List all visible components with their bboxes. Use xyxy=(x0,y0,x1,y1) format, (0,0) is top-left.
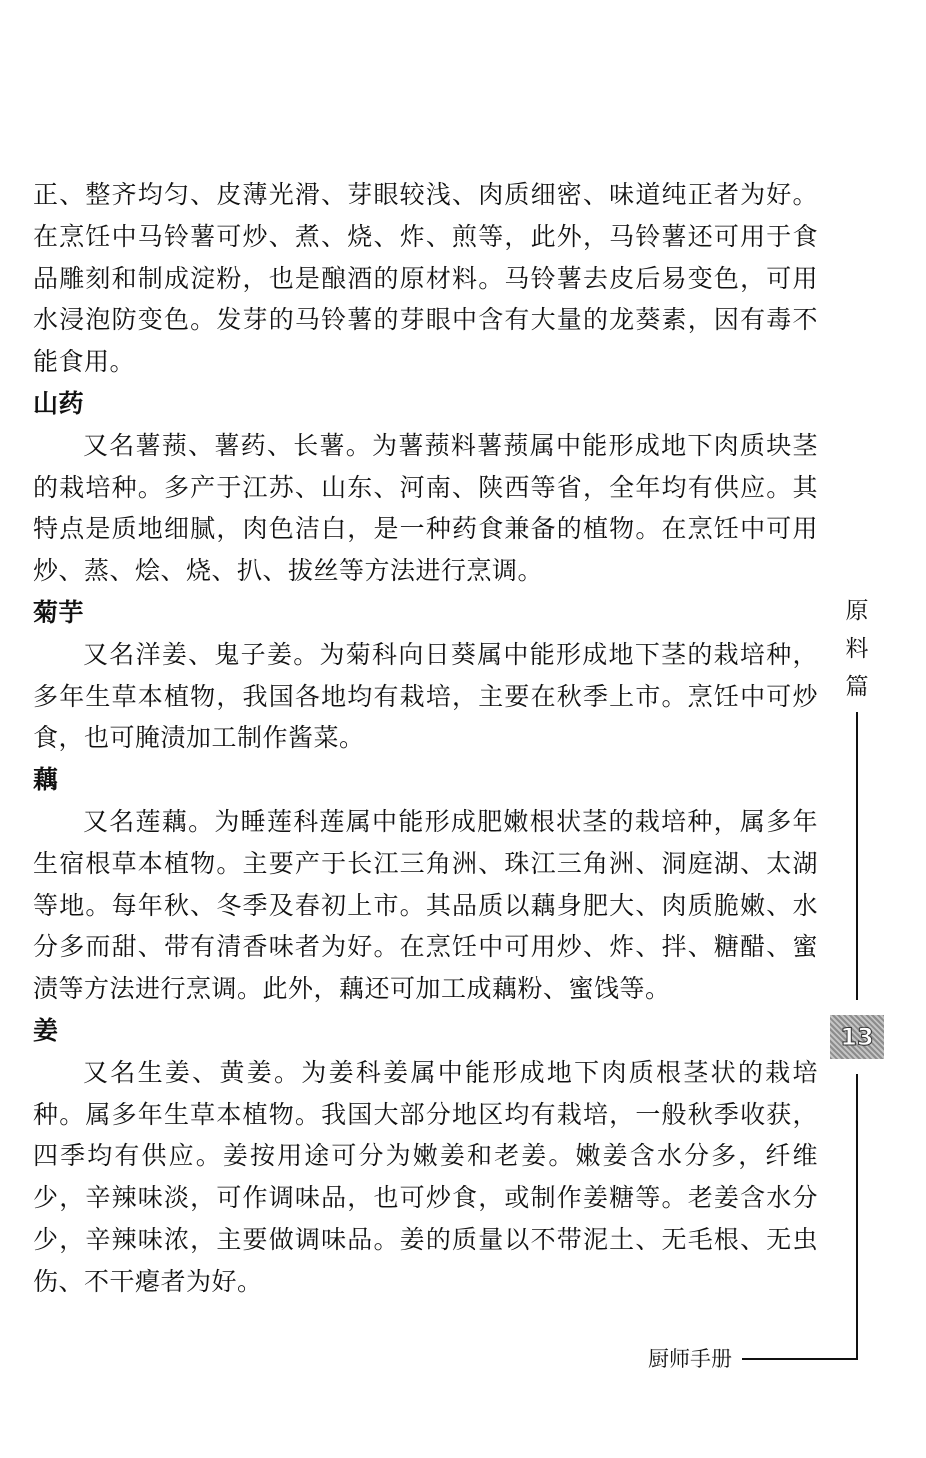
section-heading-jerusalem-artichoke: 菊芋 xyxy=(33,597,85,627)
section-text-jerusalem-artichoke: 又名洋姜、鬼子姜。为菊科向日葵属中能形成地下茎的栽培种，多年生草本植物，我国各地均有栽培，主要在秋季上市。烹饪中可炒食，也可腌渍加工制作酱菜。 xyxy=(33,639,818,753)
section-text-ginger: 又名生姜、黄姜。为姜科姜属中能形成地下肉质根茎状的栽培种。属多年生草本植物。我国大部分地区均有栽培，一般秋季收获，四季均有供应。姜按用途可分为嫩姜和老姜。嫩姜含水分多，纤维少，辛辣味淡，可作调味品，也可炒食，或制作姜糖等。老姜含水分少，辛辣味浓，主要做调味品。姜的质量以不带泥土、无毛根、无虫伤、不干瘪者为好。 xyxy=(33,1057,818,1296)
section-text-yam: 又名薯蓣、薯药、长薯。为薯蓣料薯蓣属中能形成地下肉质块茎的栽培种。多产于江苏、山东、河南、陕西等省，全年均有供应。其特点是质地细腻，肉色洁白，是一种药食兼备的植物。在烹饪中可用炒、蒸、烩、烧、扒、拔丝等方法进行烹调。 xyxy=(33,430,818,586)
footer-rule xyxy=(742,1358,858,1360)
section-heading-yam: 山药 xyxy=(33,388,85,418)
section-title-vertical: 原料篇 xyxy=(845,598,869,700)
page-number-badge: 13 xyxy=(830,1015,884,1059)
section-heading-ginger: 姜 xyxy=(33,1015,59,1045)
section-heading-lotus-root: 藕 xyxy=(33,765,59,795)
section-text-lotus-root: 又名莲藕。为睡莲科莲属中能形成肥嫩根状茎的栽培种，属多年生宿根草本植物。主要产于长江三角洲、珠江三角洲、洞庭湖、太湖等地。每年秋、冬季及春初上市。其品质以藕身肥大、肉质脆嫩、水分多而甜、带有清香味者为好。在烹饪中可用炒、炸、拌、糖醋、蜜渍等方法进行烹调。此外，藕还可加工成藕粉、蜜饯等。 xyxy=(33,806,818,1004)
margin-rule-lower xyxy=(856,1074,858,1359)
margin-rule-upper xyxy=(856,712,858,1000)
intro-paragraph: 正、整齐均匀、皮薄光滑、芽眼较浅、肉质细密、味道纯正者为好。在烹饪中马铃薯可炒、煮、烧、炸、煎等，此外，马铃薯还可用于食品雕刻和制成淀粉，也是酿酒的原材料。马铃薯去皮后易变色，可用水浸泡防变色。发芽的马铃薯的芽眼中含有大量的龙葵素，因有毒不能食用。 xyxy=(33,180,818,377)
main-text-column xyxy=(33,174,818,1303)
footer-book-title: 厨师手册 xyxy=(648,1347,732,1371)
